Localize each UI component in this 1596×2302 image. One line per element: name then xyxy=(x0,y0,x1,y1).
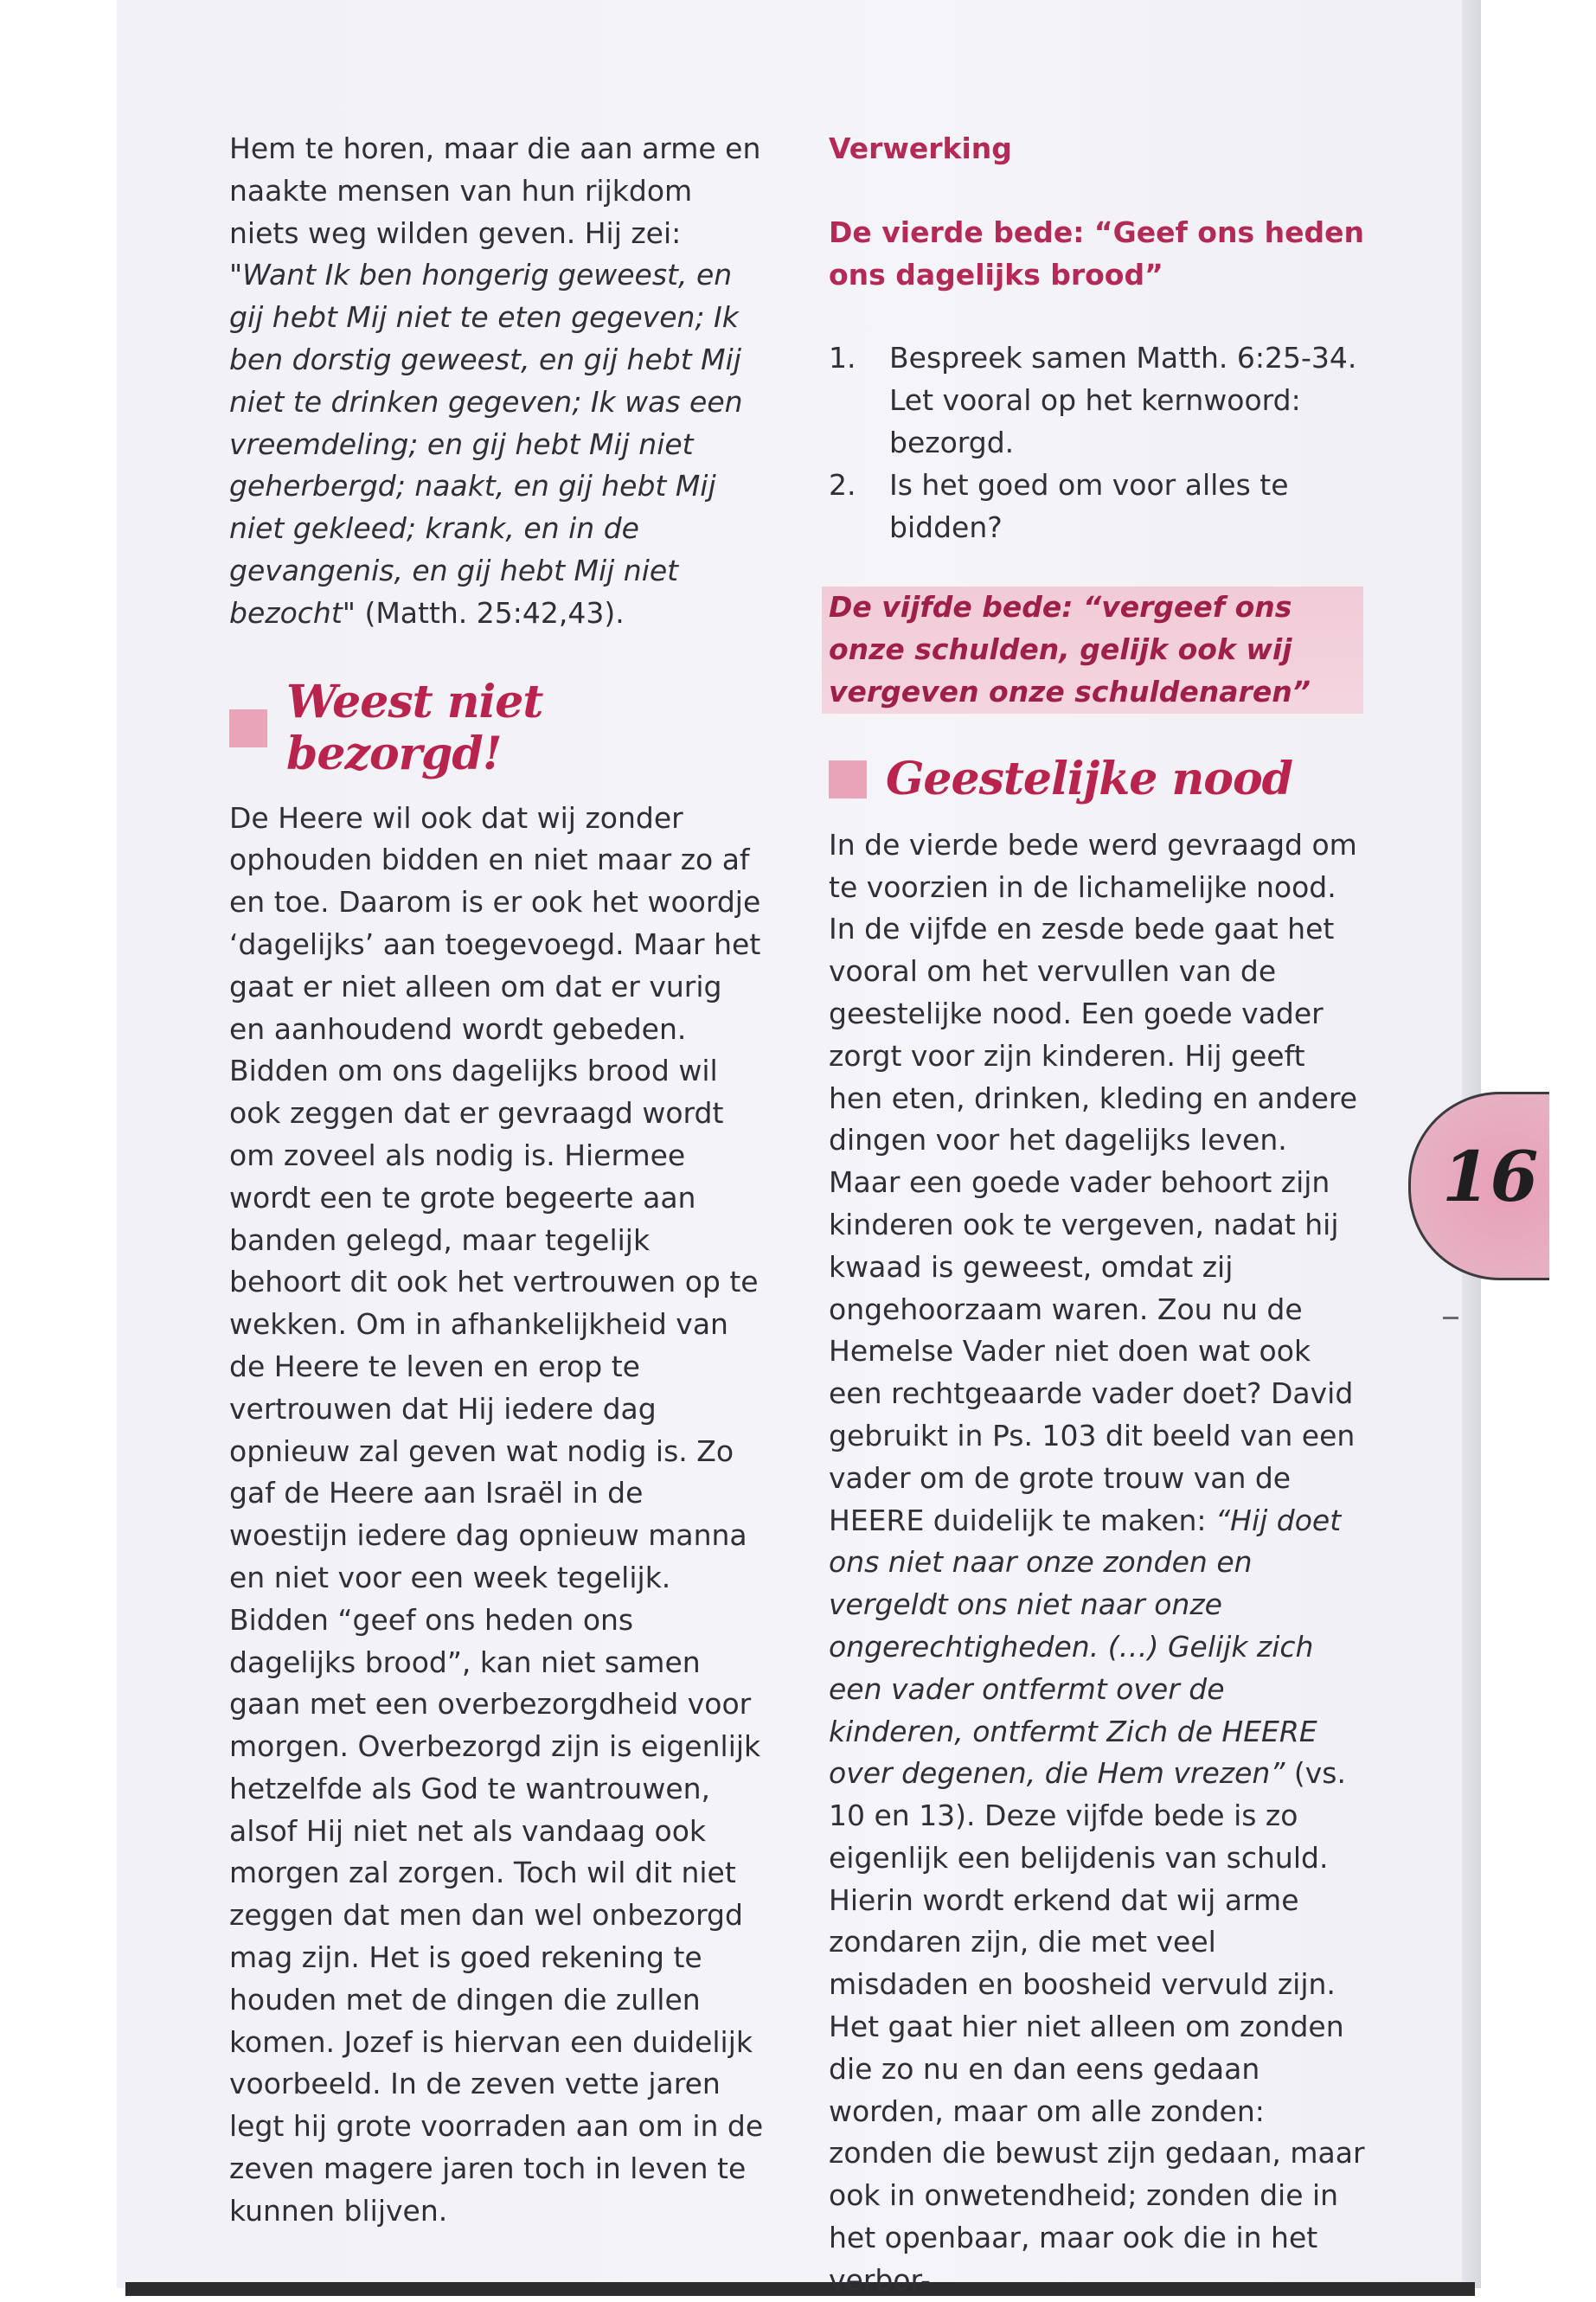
intro-line: weg wilden geven. Hij zei: xyxy=(308,215,682,250)
body-paragraph xyxy=(829,824,1365,2302)
heading-text: Weest niet bezorgd! xyxy=(286,675,543,780)
section-label-verwerking: Verwerking xyxy=(829,131,1012,165)
left-column xyxy=(229,128,766,2233)
list-number: 1. xyxy=(829,341,856,375)
list-item xyxy=(829,337,1365,464)
intro-line: Hem te horen, maar die aan arme en xyxy=(229,131,761,165)
heading-geestelijke-nood xyxy=(829,753,1365,805)
right-column xyxy=(829,128,1365,2302)
body-start: In de vierde bede werd gevraagd om te voorzien in de lichamelijke nood. In de vijfde en zesde bede gaat het vooral om het vervullen van de geestelijke nood. Een goede vader zorgt voor zijn kinderen. Hij geeft hen eten, drinken, kleding en andere dingen voor het dagelijks leven. Maar een goede vader behoort zijn kinderen ook te vergeven, nadat hij kwaad is geweest, omdat zij ongehoorzaam waren. Zou nu de Hemelse Vader niet doen wat ook een rechtgeaarde vader doet? David gebruikt in Ps. 103 dit beeld van een vader om de grote trouw van de HEERE duidelijk te maken: xyxy=(829,827,1358,1537)
body-end: (vs. 10 en 13). Deze vijfde bede is zo eigenlijk een belijdenis van schuld. Hierin wordt erkend dat wij arme zondaren zijn, die met veel misdaden en boosheid vervuld zijn. Het gaat hier niet alleen om zonden die zo nu en dan eens gedaan worden, maar om alle zonden: zonden die bewust zijn gedaan, maar ook in onwetendheid; zonden die in het openbaar, maar ook die in het verbor- xyxy=(829,1756,1365,2297)
body-paragraph: De Heere wil ook dat wij zonder ophouden bidden en niet maar zo af en toe. Daarom is er ook het woordje ‘dagelijks’ aan toegevoegd. Maar het gaat er niet alleen om dat er vurig en aanhoudend wordt gebeden. Bidden om ons dagelijks brood wil ook zeggen dat er gevraagd wordt om zoveel als nodig is. Hiermee wordt een te grote begeerte aan banden gelegd, maar tegelijk behoort dit ook het vertrouwen op te wekken. Om in afhankelijkheid van de Heere te leven en erop te vertrouwen dat Hij iedere dag opnieuw zal geven wat nodig is. Zo gaf de Heere aan Israël in de woestijn iedere dag opnieuw manna en niet voor een week tegelijk. Bidden “geef ons heden ons dagelijks brood”, kan niet samen gaan met een overbezorgdheid voor morgen. Overbezorgd zijn is eigenlijk hetzelfde als God te wantrouwen, alsof Hij niet net als vandaag ook morgen zal zorgen. Toch wil dit niet zeggen dat men dan wel onbezorgd mag zijn. Het is goed rekening te houden met de dingen die zullen komen. Jozef is hiervan een duidelijk voorbeeld. In de zeven vette jaren legt hij grote voorraden aan om in de zeven magere jaren toch in leven te kunnen blijven. xyxy=(229,800,764,2228)
list-number: 2. xyxy=(829,467,856,502)
list-text: Bespreek samen Matth. 6:25-34. Let vooral op het kernwoord: bezorgd. xyxy=(889,341,1357,459)
heading-text: Geestelijke nood xyxy=(886,752,1293,805)
pink-square-icon xyxy=(829,760,867,798)
list-text: Is het goed om voor alles te bidden? xyxy=(889,467,1289,544)
fourth-petition-heading: De vierde bede: “Geef ons heden ons dagelijks brood” xyxy=(829,215,1364,292)
discussion-list xyxy=(829,337,1365,548)
intro-paragraph xyxy=(229,128,766,635)
edge-tick xyxy=(1443,1317,1458,1319)
page-number: 16 xyxy=(1442,1136,1539,1217)
list-item xyxy=(829,465,1365,549)
heading-weest-niet-bezorgd xyxy=(229,676,766,780)
intro-line: naakte mensen van hun rijkdom niets xyxy=(229,173,693,250)
pink-square-icon xyxy=(229,709,267,747)
psalm-quote: “Hij doet ons niet naar onze zonden en vergeldt ons niet naar onze ongerechtigheden. (…) Gelijk zich een vader ontfermt over de kinderen, ontfermt Zich de HEERE over degenen, die Hem vrezen” xyxy=(829,1503,1342,1791)
fifth-petition-heading: De vijfde bede: “vergeef ons onze schulden, gelijk ook wij vergeven onze schuldenaren” xyxy=(822,587,1363,713)
matthew-reference: (Matth. 25:42,43). xyxy=(355,595,625,630)
matthew-quote: "Want Ik ben hongerig geweest, en gij hebt Mij niet te eten gegeven; Ik ben dorstig geweest, en gij hebt Mij niet te drinken gegeven; Ik was een vreemdeling; en gij hebt Mij niet geherbergd; naakt, en gij hebt Mij niet gekleed; krank, en in de gevangenis, en gij hebt Mij niet bezocht" xyxy=(229,258,743,630)
